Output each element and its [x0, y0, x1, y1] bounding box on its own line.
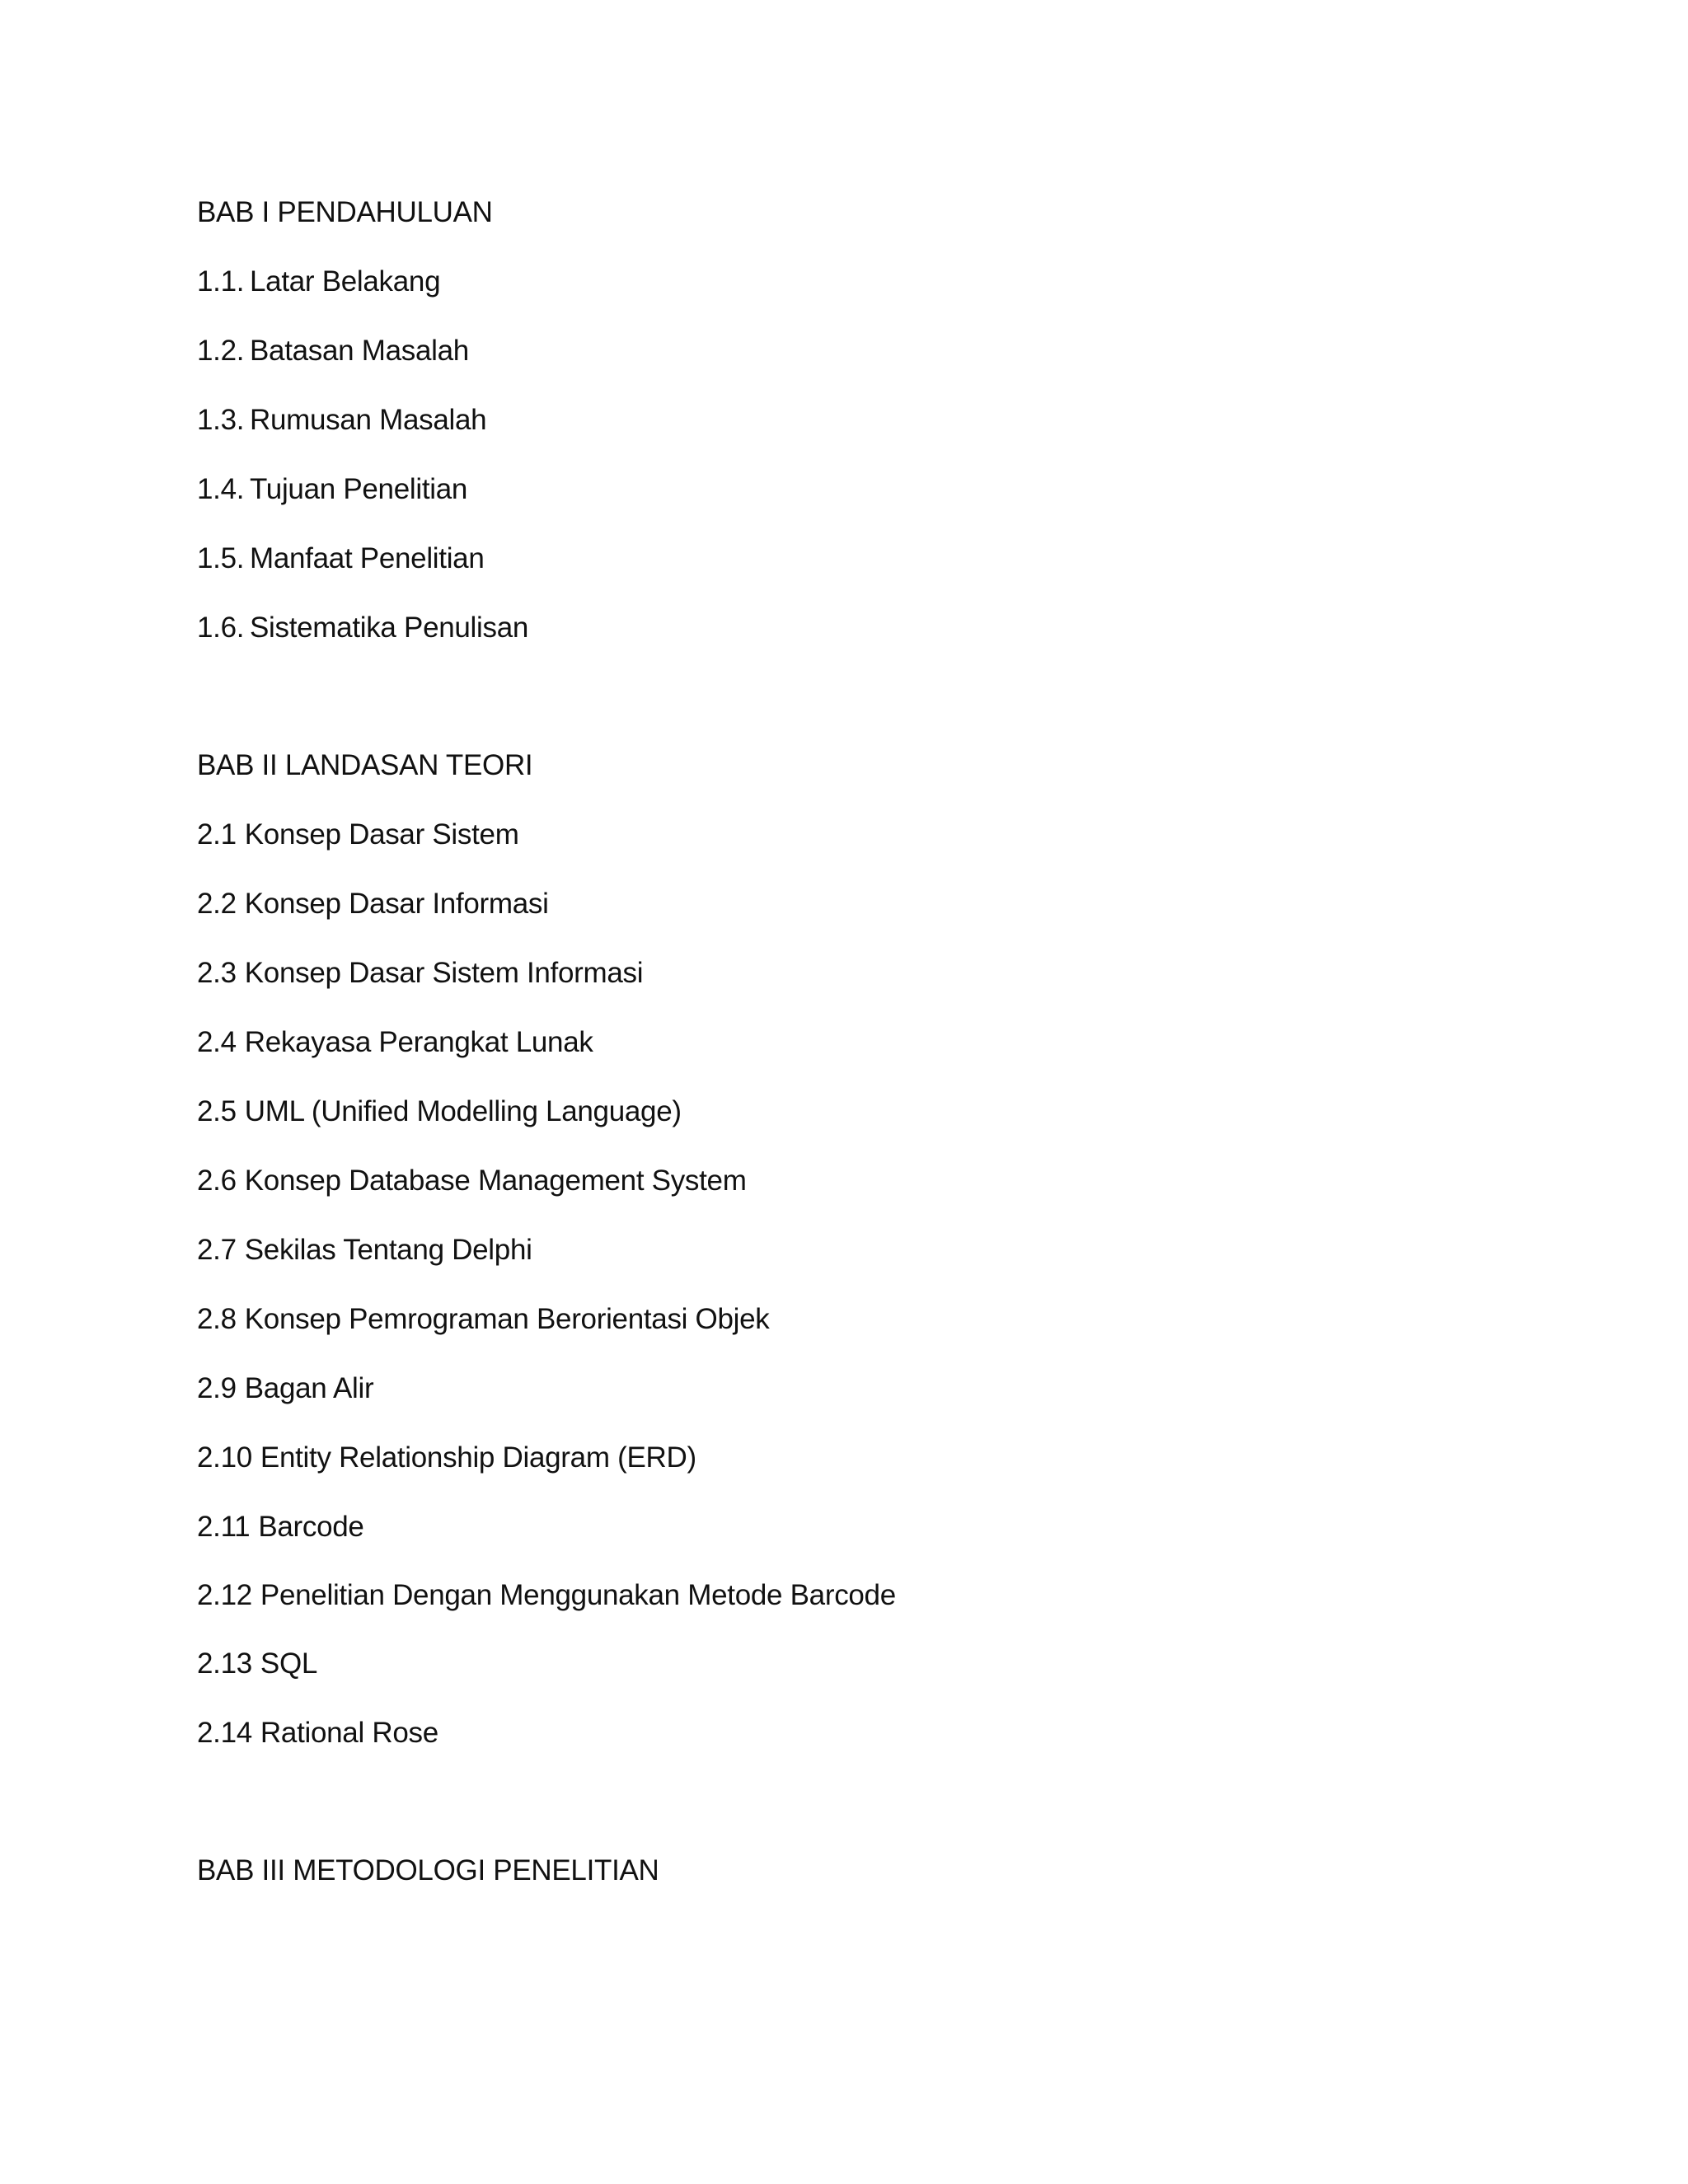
chapter-1-heading: BAB I PENDAHULUAN	[197, 196, 493, 228]
toc-item	[197, 1371, 373, 1406]
toc-item-number: 2.1	[197, 818, 237, 851]
toc-item-number: 2.5	[197, 1095, 237, 1127]
toc-item-number: 1.1.	[197, 265, 245, 298]
toc-item-number: 2.10	[197, 1441, 252, 1474]
toc-item-number: 1.6.	[197, 612, 245, 644]
toc-item-title: Rekayasa Perangkat Lunak	[244, 1026, 593, 1058]
toc-item	[197, 1164, 747, 1198]
toc-item-title: Entity Relationship Diagram (ERD)	[260, 1441, 696, 1474]
toc-item	[197, 1094, 682, 1129]
toc-item-title: Rational Rose	[260, 1717, 438, 1749]
toc-item-title: Tujuan Penelitian	[250, 473, 468, 505]
toc-item-title: SQL	[260, 1647, 318, 1680]
toc-item	[197, 334, 469, 368]
toc-item-number: 1.3.	[197, 404, 245, 436]
toc-item	[197, 1302, 770, 1337]
toc-item-number: 2.11	[197, 1511, 251, 1543]
chapter-3-heading: BAB III METODOLOGI PENELITIAN	[197, 1854, 659, 1886]
toc-item	[197, 1441, 696, 1475]
toc-item	[197, 1578, 896, 1613]
toc-item	[197, 887, 549, 921]
toc-item-title: Konsep Pemrograman Berorientasi Objek	[244, 1303, 770, 1335]
chapter-2-heading: BAB II LANDASAN TEORI	[197, 749, 533, 781]
toc-item-title: Bagan Alir	[244, 1372, 374, 1404]
toc-item	[197, 1233, 532, 1268]
toc-item	[197, 265, 440, 299]
toc-item-title: Konsep Dasar Sistem Informasi	[244, 957, 644, 989]
toc-item	[197, 403, 486, 438]
toc-item-number: 1.5.	[197, 542, 245, 574]
toc-item-title: Konsep Dasar Sistem	[244, 818, 519, 851]
toc-item-number: 2.8	[197, 1303, 237, 1335]
toc-item-title: Sistematika Penulisan	[250, 612, 529, 644]
toc-item-number: 2.6	[197, 1165, 237, 1197]
toc-item-number: 2.4	[197, 1026, 237, 1058]
toc-item-number: 2.12	[197, 1579, 252, 1611]
toc-item-number: 2.14	[197, 1717, 252, 1749]
toc-item	[197, 1647, 317, 1681]
toc-item	[197, 818, 519, 852]
toc-item	[197, 472, 467, 507]
toc-item	[197, 1025, 593, 1060]
toc-item	[197, 541, 485, 576]
toc-item-number: 2.9	[197, 1372, 237, 1404]
toc-item	[197, 1510, 364, 1544]
toc-item-number: 2.13	[197, 1647, 252, 1680]
toc-item-title: Barcode	[258, 1511, 364, 1543]
toc-item-title: UML (Unified Modelling Language)	[244, 1095, 682, 1127]
toc-item-title: Rumusan Masalah	[250, 404, 487, 436]
toc-item-title: Penelitian Dengan Menggunakan Metode Barcode	[260, 1579, 896, 1611]
toc-item	[197, 1716, 438, 1750]
toc-item-title: Manfaat Penelitian	[250, 542, 485, 574]
toc-item	[197, 611, 528, 645]
toc-item-number: 2.3	[197, 957, 237, 989]
toc-item	[197, 956, 643, 991]
toc-item-title: Latar Belakang	[250, 265, 441, 298]
toc-item-number: 1.2.	[197, 335, 245, 367]
toc-item-number: 2.2	[197, 888, 237, 920]
toc-item-number: 1.4.	[197, 473, 245, 505]
toc-item-title: Batasan Masalah	[250, 335, 469, 367]
toc-item-title: Sekilas Tentang Delphi	[244, 1234, 532, 1266]
toc-item-title: Konsep Dasar Informasi	[244, 888, 549, 920]
toc-item-number: 2.7	[197, 1234, 237, 1266]
toc-item-title: Konsep Database Management System	[244, 1165, 747, 1197]
